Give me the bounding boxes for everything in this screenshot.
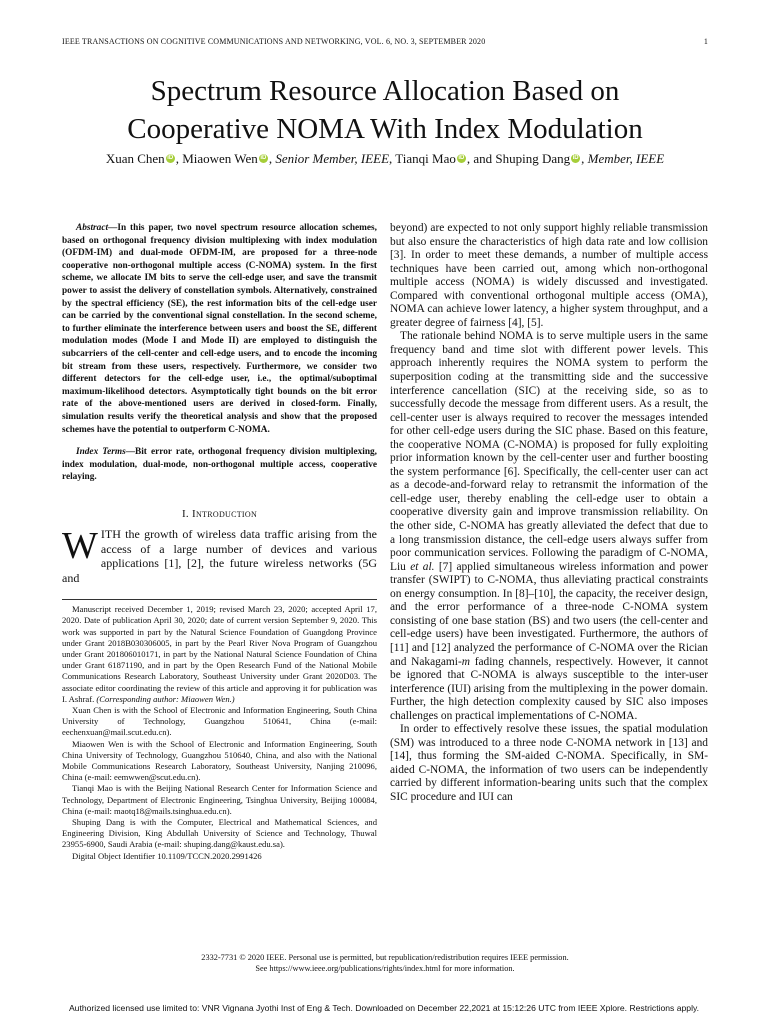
license-footer: Authorized licensed use limited to: VNR Vignana Jyothi Inst of Eng & Tech. Downloaded on December 22,2021 at 15:12:26 UTC from IEEE Xplore. Restrictions apply.: [68, 1003, 700, 1013]
section-title: Introduction: [192, 507, 258, 520]
author-separator: ,: [268, 151, 276, 166]
abstract-text: —In this paper, two novel spectrum resource allocation schemes, based on orthogonal frequency division multiplexing with index modulation (OFDM-IM) and dual-mode OFDM-IM, are proposed for a three-node cooperative non-orthogonal multiple access (C-NOMA) system. In the first scheme, we allocate IM bits to serve the cell-edge user, and save the transmit power to assist the delivery of constellation symbols. Alternatively, constrained by the spectral efficiency (SE), the rest information bits of the cell-edge user can be carried by the conventional signal constellation. In the second scheme, to further eliminate the interference between users and boost the SE, different modulation modes (Mode I and Mode II) are employed to distinguish the subcarriers of the cell-center and cell-edge users, and to encode the incoming bit stream from these users, respectively. Furthermore, we consider two different detectors for the cell-edge user, i.e., the optimal/suboptimal maximum-likelihood detectors. Asymptotically tight bounds on the bit error rate of the above-mentioned users are derived in closed-form. Finally, simulation results verify the theoretical analysis and show that the proposed schemes have the potential to outperform C-NOMA.: [62, 223, 377, 435]
author-separator: ,: [389, 151, 396, 166]
index-terms: [62, 446, 377, 484]
title-line-2: Cooperative NOMA With Index Modulation: [127, 113, 643, 145]
footnote-affiliation: Shuping Dang is with the Computer, Electrical and Mathematical Sciences, and Engineering Division, King Abdullah University of Science and Technology, Thuwal 23955-6900, Saudi Arabia (e-mail: shuping.dang@kaust.edu.sa).: [62, 816, 377, 850]
permissions-link[interactable]: See https://www.ieee.org/publications/rights/index.html for more information.: [255, 964, 515, 973]
abstract: [62, 222, 377, 436]
intro-text: ITH the growth of wireless data traffic arising from the access of a large number of devices and various applications [1], [2], the future wireless networks (5G and: [62, 527, 377, 585]
abstract-label: Abstract: [76, 223, 109, 233]
author-list: [62, 150, 708, 168]
page-number: 1: [703, 37, 708, 46]
intro-paragraph: [62, 527, 377, 585]
orcid-icon[interactable]: iD: [458, 155, 465, 161]
body-paragraph: In order to effectively resolve these issues, the spatial modulation (SM) was introduced to a three node C-NOMA network in [13] and [14], thus forming the SM-aided C-NOMA. Specifically, in SM-aided C-NOMA, the information of two users can be independently carried by different information-bearing units such that the complex SIC procedure and IUI can: [390, 723, 708, 803]
orcid-icon[interactable]: iD: [260, 155, 267, 161]
footnote-affiliation: Tianqi Mao is with the Beijing National Research Center for Information Science and Technology, Department of Electronic Engineering, Tsinghua University, Beijing 100084, China (e-mail: maotq18@mails.tsinghua.edu.cn).: [62, 783, 377, 816]
running-header: [62, 37, 708, 51]
footnote-text: Manuscript received December 1, 2019; revised March 23, 2020; accepted April 17, 2020. Date of publication April 30, 2020; date of current version September 9, 2020. This work was supported in part by the Natural Science Foundation of Guangdong Province under Grant 2018B030306005, in part by the Pearl River Nova Program of Guangzhou under Grant 201806010171, in part by the National Natural Science Foundation of China under Grant 61871190, and in part by the Open Research Fund of the National Mobile Communications Research Laboratory, Southeast University under Grant 2020D03. The associate editor coordinating the review of this article and approving it for publication was I. Ashraf.: [62, 604, 377, 704]
body-paragraph: [390, 330, 708, 723]
author-separator: ,: [175, 151, 183, 166]
footnote-affiliation: Xuan Chen is with the School of Electronic and Information Engineering, South China University of Technology, Guangzhou 510641, China (e-mail: eechenxuan@mail.scut.edu.cn).: [62, 704, 377, 738]
paragraph-text: fading channels, respectively. However, it cannot be ignored that C-NOMA is always susceptible to the inter-user interference (IUI) arising from the multiplexing in the power domain. Further, the high detection complexity caused by SIC also imposes challenges on practical implementations of C-NOMA.: [390, 655, 708, 722]
orcid-icon[interactable]: iD: [572, 155, 579, 161]
drop-cap: W: [62, 525, 98, 568]
paper-title: [62, 72, 708, 148]
author-name: Xuan Chen: [105, 151, 165, 166]
author-membership: Member, IEEE: [587, 151, 665, 166]
index-terms-label: Index Terms: [76, 447, 126, 458]
index-terms-text: —Bit error rate, orthogonal frequency division multiplexing, index modulation, dual-mode, non-orthogonal multiple access, cooperative relaying.: [62, 447, 377, 483]
section-heading: [62, 508, 377, 522]
journal-name: IEEE TRANSACTIONS ON COGNITIVE COMMUNICATIONS AND NETWORKING, VOL. 6, NO. 3, SEPTEMBER 2020: [62, 37, 486, 46]
author-separator: ,: [581, 151, 588, 166]
author-name: Tianqi Mao: [395, 151, 456, 166]
author-membership: Senior Member, IEEE: [275, 151, 390, 166]
paragraph-text: The rationale behind NOMA is to serve multiple users in the same frequency band and time slot with different power levels. This approach inherently requires the NOMA system to perform the superposition coding at the transmitting side and the successive interference cancellation (SIC) at the receiving side, so as to successfully decode the message from different users. As a result, the cell-center user is always required to recover the messages intended for other cell-edge users during the SIC phase. Based on this feature, the cooperative NOMA (C-NOMA) is proposed for fully exploiting prior information known by the cell-center user and further boosting the system performance [6]. Specifically, the cell-center user can act as a decode-and-forward relay to retransmit the information of the cell-edge user, thereby enabling the cell-edge user to obtain a cooperative diversity gain and improve transmission reliability. On the other side, C-NOMA has greatly alleviated the defect that due to a long transmission distance, the cell-edge users always suffer from poor communication services. Following the paradigm of C-NOMA, Liu: [390, 330, 708, 573]
copyright-line: 2332-7731 © 2020 IEEE. Personal use is permitted, but republication/redistribution requires IEEE permission.: [201, 953, 569, 962]
corresponding-author: (Corresponding author: Miaowen Wen.): [96, 693, 235, 704]
left-column: [62, 222, 377, 862]
body-paragraph: beyond) are expected to not only support highly reliable transmission but also ensure the characteristics of high data rate and low collision [3]. In order to meet these demands, a number of multiple access techniques have been carried out, among which non-orthogonal multiple access (NOMA) is widely discussed and investigated. Compared with conventional orthogonal multiple access (OMA), NOMA can achieve lower latency, a higher system throughput, and a greater degree of fairness [4], [5].: [390, 222, 708, 329]
author-name: Shuping Dang: [495, 151, 571, 166]
footnote-manuscript: [62, 604, 377, 705]
et-al: et al.: [410, 560, 435, 573]
right-column: [390, 222, 708, 805]
math-symbol: m: [461, 655, 470, 668]
title-line-1: Spectrum Resource Allocation Based on: [150, 75, 620, 107]
doi-line[interactable]: Digital Object Identifier 10.1109/TCCN.2020.2991426: [72, 850, 262, 861]
paragraph-text: [7] applied simultaneous wireless information and power transfer (SWIPT) to C-NOMA, thus alleviating practical constraints on energy consumption. In [8]–[10], the capacity, the receiver design, and the error performance of a three-node C-NOMA system consisting of one base station (BS) and two users (the cell-center and cell-edge users) have been investigated. Furthermore, the authors of [11] and [12] analyzed the performance of C-NOMA over the Rician and Nakagami-: [390, 560, 708, 668]
copyright-notice: [62, 952, 708, 974]
author-name: Miaowen Wen: [182, 151, 258, 166]
footnote-divider: [62, 599, 377, 600]
footnote-affiliation: Miaowen Wen is with the School of Electronic and Information Engineering, South China University of Technology, Guangzhou 510640, China, and also with the National Mobile Communications Research Laboratory, Southeast University, Nanjing 210096, China (e-mail: eemwwen@scut.edu.cn).: [62, 738, 377, 783]
section-number: I.: [181, 507, 193, 520]
author-separator: , and: [466, 151, 496, 166]
orcid-icon[interactable]: iD: [167, 155, 174, 161]
